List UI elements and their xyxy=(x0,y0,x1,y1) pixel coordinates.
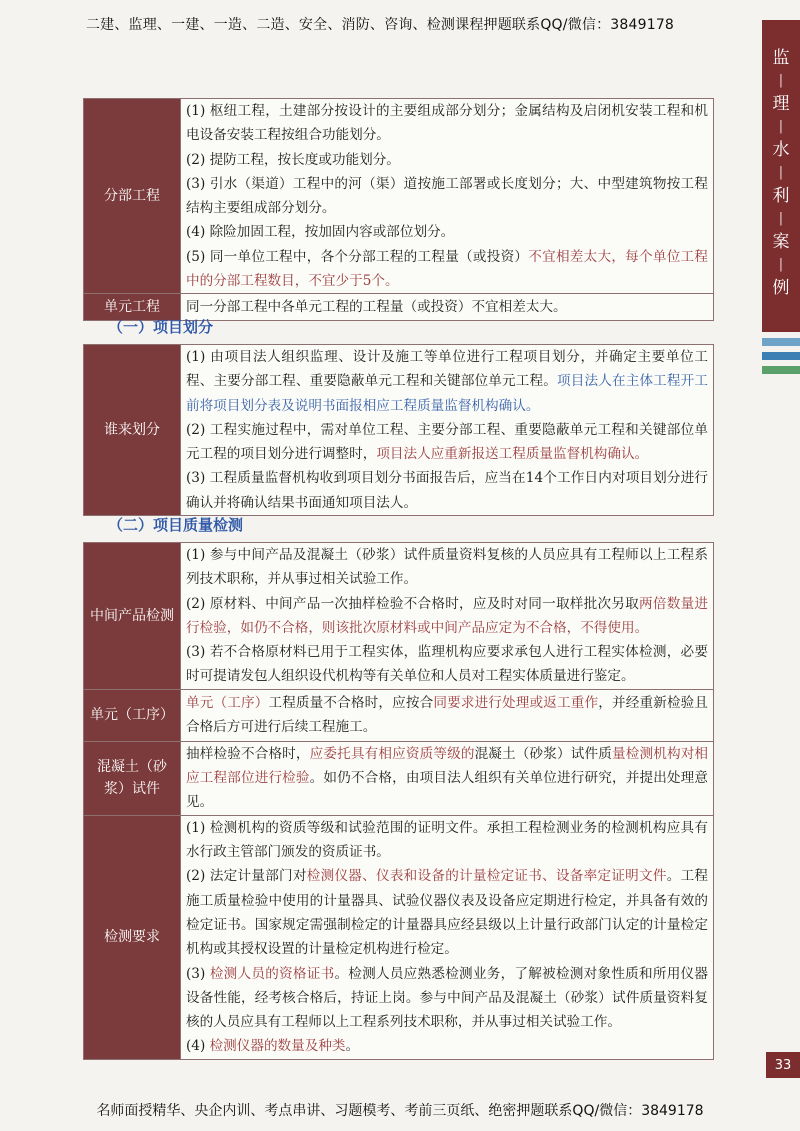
zhongjian-label: 中间产品检测 xyxy=(84,543,181,690)
bottom-banner: 名师面授精华、央企内训、考点串讲、习题模考、考前三页纸、绝密押题联系QQ/微信：3849178 xyxy=(96,1103,704,1119)
fenbu-danyuan-table xyxy=(83,98,714,321)
side-tab-char: 监 xyxy=(772,48,790,68)
hunningtu-d: 量检测机构对相应工程部位进行检验 xyxy=(186,745,709,787)
zhongjian-content xyxy=(181,543,714,690)
side-tab-char: 水 xyxy=(772,140,790,160)
fenbu-item-3: (3) 引水（渠道）工程中的河（渠）道按施工部署或长度划分；大、中型建筑物按工程结构主要组成部分划分。 xyxy=(186,175,708,217)
jiance-yaoqiu-content xyxy=(181,815,714,1059)
fenbu-item-5b: 不宜相差太大，每个单位工程中的分部工程数目，不宜少于5个。 xyxy=(186,248,708,290)
side-tab-char: 案 xyxy=(772,232,790,252)
danyuan-content: 同一分部工程中各单元工程的工程量（或投资）不宜相差太大。 xyxy=(181,294,714,321)
hunningtu-label: 混凝土（砂浆）试件 xyxy=(84,741,181,815)
zhongjian-p1: (1) 参与中间产品及混凝土（砂浆）试件质量资料复核的人员应具有工程师以上工程系列技术职称，并从事过相关试验工作。 xyxy=(186,547,708,588)
side-tab-char: 利 xyxy=(772,186,790,206)
fenbu-label: 分部工程 xyxy=(84,99,181,294)
section-heading-1: （一）项目划分 xyxy=(108,318,214,336)
jiance-p4a: (4) xyxy=(186,1038,210,1055)
zhongjian-p2b: 两倍数量进行检验，如仍不合格，则该批次原材料或中间产品应定为不合格，不得使用。 xyxy=(186,595,709,636)
jiance-p2b: 检测仪器、仪表和设备的计量检定证书、设备率定证明文件 xyxy=(306,868,667,885)
hunningtu-e: 。如仍不合格，由项目法人组织有关单位进行研究，并提出处理意见。 xyxy=(186,770,709,811)
danyuan-c: 同要求进行处理或返工重作 xyxy=(433,694,599,711)
fenbu-item-4: (4) 除险加固工程，按加固内容或部位划分。 xyxy=(186,224,455,241)
hunningtu-a: 抽样检验不合格时， xyxy=(186,745,310,762)
jiance-p2c: 。工程施工质量检验中使用的计量器具、试验仪器仪表及设备应定期进行检定，并具备有效的检定证书。国家规定需强制检定的计量器具应经县级以上计量行政部门认定的计量检定机构或其授权设置的计量检定机构进行检定。 xyxy=(186,868,709,958)
fenbu-item-5a: (5) 同一单位工程中，各个分部工程的工程量（或投资） xyxy=(186,248,529,265)
danyuan-gongxu-label: 单元（工序） xyxy=(84,689,181,741)
side-tab-char: 理 xyxy=(772,94,790,114)
huafen-p1b: 项目法人在主体工程开工前将项目划分表及说明书面报相应工程质量监督机构确认。 xyxy=(186,373,709,414)
jiance-p3c: 。检测人员应熟悉检测业务，了解被检测对象性质和所用仪器设备性能，经考核合格后，持证上岗。参与中间产品及混凝土（砂浆）试件质量资料复核的人员应具有工程师以上工程系列技术职称，并从事过相关试验工作。 xyxy=(186,965,709,1031)
jiance-p1: (1) 检测机构的资质等级和试验范围的证明文件。承担工程检测业务的检测机构应具有水行政主管部门颁发的资质证书。 xyxy=(186,819,708,861)
section-heading-2: （二）项目质量检测 xyxy=(108,516,244,534)
jiance-p4c: 。 xyxy=(345,1038,360,1055)
hunningtu-content xyxy=(181,741,714,815)
danyuan-b: 工程质量不合格时，应按合 xyxy=(268,694,434,711)
huafen-p1a: (1) 由项目法人组织监理、设计及施工等单位进行工程项目划分，并确定主要单位工程、主要分部工程、重要隐蔽单元工程和关键部位单元工程。 xyxy=(186,349,708,390)
jiance-yaoqiu-label: 检测要求 xyxy=(84,815,181,1059)
shui-lai-huafen-label: 谁来划分 xyxy=(84,345,181,516)
top-banner: 二建、监理、一建、一造、二造、安全、消防、咨询、检测课程押题联系QQ/微信：3849178 xyxy=(85,17,675,33)
page-number: 33 xyxy=(766,1052,800,1078)
zhongjian-p3: (3) 若不合格原材料已用于工程实体，监理机构应要求承包人进行工程实体检测，必要时可提请发包人组织设代机构等有关单位和人员对工程实体质量进行鉴定。 xyxy=(186,644,708,685)
zhongjian-p2a: (2) 原材料、中间产品一次抽样检验不合格时，应及时对同一取样批次另取 xyxy=(186,595,640,612)
fenbu-content xyxy=(181,99,714,294)
danyuan-d: ，并经重新检验且合格后方可进行后续工程施工。 xyxy=(186,694,709,736)
huafen-p3: (3) 工程质量监督机构收到项目划分书面报告后，应当在14个工作日内对项目划分进行确认并将确认结果书面通知项目法人。 xyxy=(186,470,708,511)
huafen-p2b: 项目法人应重新报送工程质量监督机构确认。 xyxy=(376,446,649,463)
hunningtu-c: 混凝土（砂浆）试件质 xyxy=(474,745,612,762)
shui-lai-huafen-content xyxy=(181,345,714,516)
fenbu-item-2: (2) 提防工程，按长度或功能划分。 xyxy=(186,151,400,168)
hunningtu-b: 应委托具有相应资质等级的 xyxy=(309,745,475,762)
jiance-p3b: 检测人员的资格证书 xyxy=(209,965,335,982)
jiance-p3a: (3) xyxy=(186,965,210,982)
jiance-p2a: (2) 法定计量部门对 xyxy=(186,868,307,885)
danyuan-a: 单元（工序） xyxy=(186,694,269,711)
side-tab-char: 例 xyxy=(772,278,790,298)
side-chapter-tab: 监 | 理 | 水 | 利 | 案 | 例 xyxy=(762,20,800,332)
danyuan-label: 单元工程 xyxy=(84,294,181,321)
decorative-stripes xyxy=(762,338,800,380)
shui-lai-huafen-table xyxy=(83,344,714,516)
jiance-p4b: 检测仪器的数量及种类 xyxy=(209,1038,346,1055)
danyuan-gongxu-content xyxy=(181,689,714,741)
zhiliang-jiance-table xyxy=(83,542,714,1060)
fenbu-item-1: (1) 枢纽工程，土建部分按设计的主要组成部分划分；金属结构及启闭机安装工程和机电设备安装工程按组合功能划分。 xyxy=(186,103,708,144)
huafen-p2a: (2) 工程实施过程中，需对单位工程、主要分部工程、重要隐蔽单元工程和关键部位单元工程的项目划分进行调整时， xyxy=(186,421,708,463)
